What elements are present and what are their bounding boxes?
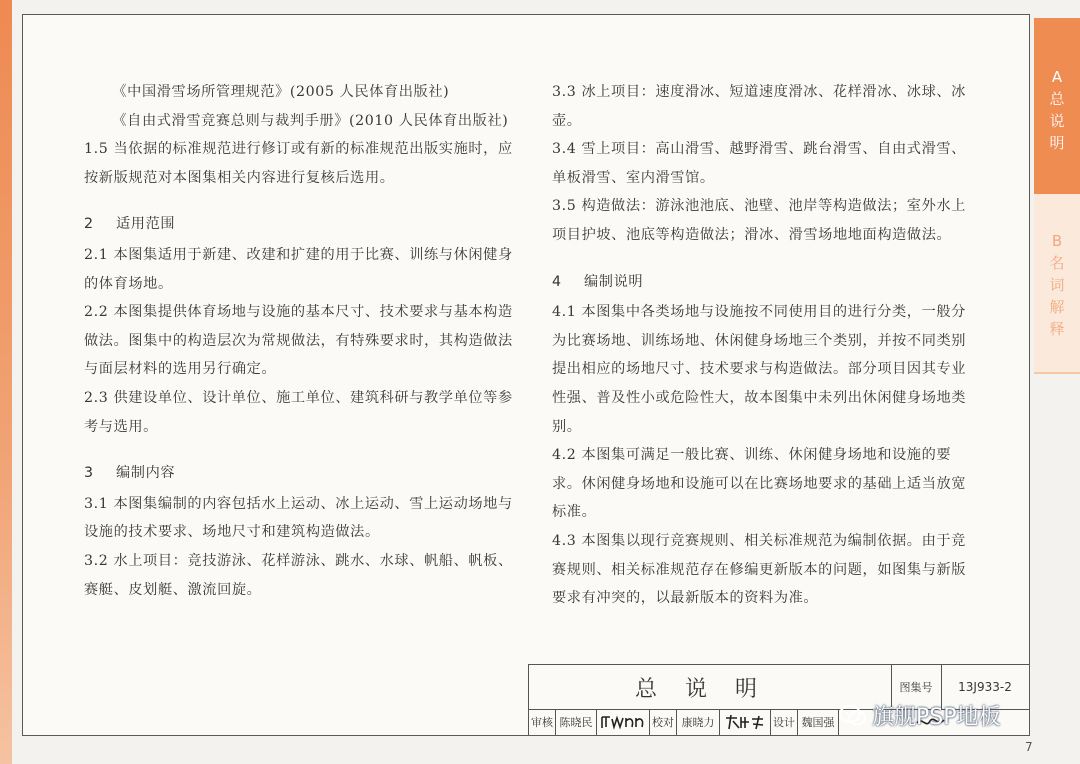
section-number: 2 bbox=[84, 216, 94, 233]
clause-3-5: 3.5 构造做法：游泳池池底、池壁、池岸等构造做法；室外水上项目护坡、池底等构造做法；滑冰、滑雪场地地面构造做法。 bbox=[552, 198, 966, 243]
atlas-code: 13J933-2 bbox=[941, 665, 1029, 710]
tab-char: B bbox=[1051, 232, 1063, 250]
clause-4-1: 4.1 本图集中各类场地与设施按不同使用目的进行分类，一般分为比赛场地、训练场地、休闲健身场地三个类别，并按不同类别提出相应的场地尺寸、技术要求与构造做法。部分项目因其专业性强、普及性小或危险性大，故本图集中未列出休闲健身场地类别。 bbox=[552, 304, 967, 435]
tab-char: 明 bbox=[1049, 134, 1065, 152]
clause-3-2: 3.2 水上项目：竞技游泳、花样游泳、跳水、水球、帆船、帆板、赛艇、皮划艇、激流回旋。 bbox=[84, 552, 513, 598]
atlas-code-label: 图集号 bbox=[891, 665, 942, 710]
section-title: 编制内容 bbox=[116, 465, 176, 482]
section-title: 适用范围 bbox=[116, 216, 176, 233]
tab-char: 释 bbox=[1049, 320, 1065, 338]
clause-3-4: 3.4 雪上项目：高山滑雪、越野滑雪、跳台滑雪、自由式滑雪、单板滑雪、室内滑雪馆。 bbox=[552, 141, 966, 186]
tab-char: A bbox=[1051, 68, 1063, 86]
review-label: 审核 bbox=[529, 709, 556, 735]
section-4-heading bbox=[552, 268, 978, 297]
right-text-column bbox=[552, 78, 978, 613]
reference-item: 《中国滑雪场所管理规范》(2005 人民体育出版社) bbox=[112, 84, 450, 100]
left-color-strip bbox=[0, 0, 12, 764]
tab-char: 词 bbox=[1049, 276, 1065, 294]
left-text-column bbox=[84, 78, 524, 604]
tab-char: 说 bbox=[1049, 112, 1065, 130]
reviewer-signature bbox=[597, 709, 650, 735]
tab-glossary[interactable] bbox=[1034, 194, 1080, 374]
clause-2-3: 2.3 供建设单位、设计单位、施工单位、建筑科研与教学单位等参考与选用。 bbox=[84, 389, 513, 435]
tab-general-description[interactable] bbox=[1034, 18, 1080, 194]
clause-3-1: 3.1 本图集编制的内容包括水上运动、冰上运动、雪上运动场地与设施的技术要求、场地尺寸和建筑构造做法。 bbox=[84, 495, 513, 541]
tab-char: 名 bbox=[1049, 254, 1065, 272]
reference-item: 《自由式滑雪竞赛总则与裁判手册》(2010 人民体育出版社) bbox=[112, 112, 509, 129]
section-title: 编制说明 bbox=[584, 273, 644, 290]
design-label: 设计 bbox=[771, 709, 798, 735]
clause-2-1: 2.1 本图集适用于新建、改建和扩建的用于比赛、训练与休闲健身的体育场地。 bbox=[84, 246, 513, 292]
drawing-title: 总说明 bbox=[529, 665, 892, 710]
section-number: 3 bbox=[84, 465, 94, 482]
tab-char: 总 bbox=[1049, 90, 1065, 108]
checker-name: 康晓力 bbox=[677, 709, 720, 735]
watermark-text: 旗舰PSP地板 bbox=[872, 705, 1001, 730]
section-3-heading bbox=[84, 459, 524, 488]
clause-2-2: 2.2 本图集提供体育场地与设施的基本尺寸、技术要求与基本构造做法。图集中的构造层次为常规做法，有特殊要求时，其构造做法与面层材料的选用另行确定。 bbox=[84, 304, 513, 378]
designer-name: 魏国强 bbox=[798, 709, 839, 735]
clause-4-3: 4.3 本图集以现行竞赛规则、相关标准规范为编制依据。由于竞赛规则、相关标准规范存在修编更新版本的问题，如图集与新版要求有冲突的，以最新版本的资料为准。 bbox=[552, 532, 967, 607]
watermark bbox=[838, 700, 1001, 731]
tab-char: 解 bbox=[1049, 298, 1065, 316]
section-2-heading bbox=[84, 210, 524, 239]
clause-1-5: 1.5 当依据的标准规范进行修订或有新的标准规范出版实施时，应按新版规范对本图集相关内容进行复核后选用。 bbox=[84, 141, 513, 186]
clause-3-3: 3.3 冰上项目：速度滑冰、短道速度滑冰、花样滑冰、冰球、冰壶。 bbox=[552, 84, 966, 129]
clause-4-2: 4.2 本图集可满足一般比赛、训练、休闲健身场地和设施的要求。休闲健身场地和设施可以在比赛场地要求的基础上适当放宽标准。 bbox=[552, 447, 967, 521]
reviewer-name: 陈晓民 bbox=[556, 709, 597, 735]
checker-signature bbox=[720, 709, 771, 735]
page-number: 7 bbox=[1025, 740, 1033, 754]
wechat-icon bbox=[838, 704, 868, 728]
section-number: 4 bbox=[552, 273, 562, 290]
check-label: 校对 bbox=[650, 709, 677, 735]
